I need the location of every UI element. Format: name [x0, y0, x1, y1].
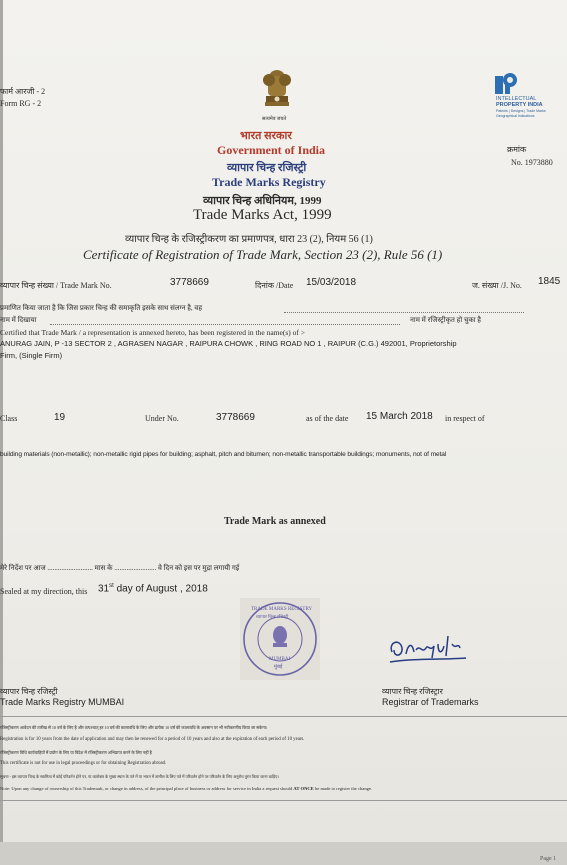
dotted-line — [284, 312, 524, 313]
page-label: Page 1 — [540, 856, 557, 862]
form-number-hindi: फार्म आरजी - 2 — [0, 87, 46, 96]
trade-mark-number-label: व्यापार चिन्ह संख्या / Trade Mark No. — [0, 281, 112, 290]
footer-registrar-hindi: व्यापार चिन्ह रजिस्ट्रार — [382, 687, 443, 696]
stamp-city-hindi: मुंबई — [274, 665, 283, 670]
divider — [0, 800, 567, 801]
as-of-date-label: as of the date — [306, 414, 349, 423]
sealed-day: 31 — [98, 583, 110, 595]
stamp-ring-hindi: व्यापार चिन्ह रजिस्ट्री — [256, 614, 289, 619]
hindi-registry-title: व्यापार चिन्ह रजिस्ट्री — [227, 162, 307, 174]
journal-number-label: ज. संख्या /J. No. — [472, 281, 522, 290]
divider — [0, 716, 567, 717]
note-2-hindi: रजिस्ट्रीकरण विधि कार्यवाहियों में प्रयोग के लिए या विदेश में रजिस्ट्रीकरण अभिप्राप्त करने के लिए नहीं है — [0, 750, 152, 755]
registration-date: 15/03/2018 — [306, 277, 357, 288]
sealed-label: Sealed at my direction, this — [0, 587, 88, 596]
class-number: 19 — [54, 412, 66, 423]
note-2: This certificate is not for use in legal proceedings or for obtaining Registration abroad. — [0, 761, 167, 766]
note-1: Registration is for 10 years from the date of application and may then be renewed for a period of 10 years and also at the expiration of each period of 10 years. — [0, 737, 305, 742]
trade-mark-annexed: Trade Mark as annexed — [224, 516, 326, 527]
stamp-city: MUMBAI — [269, 657, 291, 662]
registrar-signature — [386, 628, 470, 668]
stamp-ring-text: TRADE MARKS REGISTRY — [251, 607, 313, 612]
hindi-act-title: व्यापार चिन्ह अधिनियम, 1999 — [203, 195, 322, 207]
class-label: Class — [0, 414, 18, 423]
hindi-sealed-line: मेरे निर्देश पर आज .......................... मास के ........................ वे दिन को इस पर मुद्रा लगायी गई — [0, 564, 240, 572]
page-bottom-shadow — [0, 842, 567, 865]
form-number: Form RG - 2 — [0, 99, 42, 108]
paper-edge-shadow — [0, 0, 3, 865]
serial-label-hindi: क्रमांक — [507, 145, 527, 154]
ip-logo-line1: INTELLECTUAL — [496, 96, 537, 102]
ip-logo-line2: PROPERTY INDIA — [496, 102, 543, 108]
hindi-certified-line1: प्रमाणित किया जाता है कि जिस प्रकार चिन्ह की समाकृति इसके साथ संलग्न है, वह — [0, 304, 203, 312]
ip-india-logo-icon — [495, 70, 521, 96]
hindi-government-title: भारत सरकार — [240, 130, 292, 142]
sealed-day-suffix: st — [109, 583, 114, 589]
hindi-certified-line2: नाम में दिखाया — [0, 316, 37, 324]
registry-title: Trade Marks Registry — [212, 175, 326, 189]
under-number: 3778669 — [216, 412, 255, 423]
owner-line-2: Firm, (Single Firm) — [0, 351, 63, 360]
serial-number: No. 1973880 — [511, 158, 553, 167]
dotted-line — [50, 324, 400, 325]
ip-logo-line3: Patents | Designs | Trade Marks — [496, 109, 546, 113]
owner-line-1: ANURAG JAIN, P -13 SECTOR 2 , AGRASEN NAGAR , RAIPURA CHOWK , RING ROAD NO 1 , RAIPUR (C.G.) 492001, Proprietorship — [0, 339, 457, 348]
footer-registrar: Registrar of Trademarks — [382, 697, 479, 707]
certified-statement: Certified that Trade Mark / a representation is annexed hereto, has been registered in the name(s) of > — [0, 328, 305, 337]
note-3-text: Note: Upon any change of ownership of this Trademark, or change in address, of the principal place of business or address for service in India a request should — [0, 786, 293, 791]
sealed-month-year: day of August , 2018 — [116, 583, 208, 595]
sealed-date — [98, 583, 208, 594]
journal-number: 1845 — [538, 276, 561, 287]
note-3-emphasis: AT ONCE — [293, 786, 314, 791]
under-number-label: Under No. — [145, 414, 179, 423]
certificate-title: Certificate of Registration of Trade Mark, Section 23 (2), Rule 56 (1) — [83, 247, 443, 262]
trade-mark-number: 3778669 — [170, 277, 209, 288]
note-3-end: be made to register the change. — [314, 786, 373, 791]
act-title: Trade Marks Act, 1999 — [193, 207, 332, 223]
note-3 — [0, 786, 372, 791]
footer-registry: Trade Marks Registry MUMBAI — [0, 697, 125, 707]
note-1-hindi: रजिस्ट्रीकरण आवेदन की तारीख से 10 वर्ष के लिए है और तत्पश्चात् हर 10 वर्ष की कालावधि के लिए और प्रत्येक 10 वर्ष की कालावधि के अवसान पर भी नवीकरणीय किया जा सकेगा। — [0, 725, 268, 730]
hindi-certified-line2-end: नाम में रजिस्ट्रीकृत हो चुका है — [410, 316, 482, 324]
note-3-hindi: सूचना - इस व्यापार चिन्ह के स्वामित्व में कोई परिवर्तन होने पर, या कारोबार के मुख्य स्थान के पते में या भारत में तामील के लिए पते में परिवर्तन होने पर परिवर्तन के लिए अनुरोध तुरंत किया जाना चाहिए। — [0, 774, 279, 779]
footer-registry-hindi: व्यापार चिन्ह रजिस्ट्री — [0, 687, 58, 696]
as-of-date: 15 March 2018 — [366, 411, 433, 422]
ip-logo-line4: Geographical Indications — [496, 114, 535, 118]
in-respect-of-label: in respect of — [445, 414, 485, 423]
government-title: Government of India — [217, 143, 325, 157]
date-label: दिनांक /Date — [255, 281, 294, 290]
goods-description: building materials (non-metallic); non-metallic rigid pipes for building; asphalt, pitch and bitumen; non-metallic transportable buildings; monuments, not of metal — [0, 451, 447, 458]
hindi-certificate-title: व्यापार चिन्ह के रजिस्ट्रीकरण का प्रमाणपत्र, धारा 23 (2), नियम 56 (1) — [125, 234, 373, 245]
emblem-motto: सत्यमेव जयते — [262, 117, 287, 122]
